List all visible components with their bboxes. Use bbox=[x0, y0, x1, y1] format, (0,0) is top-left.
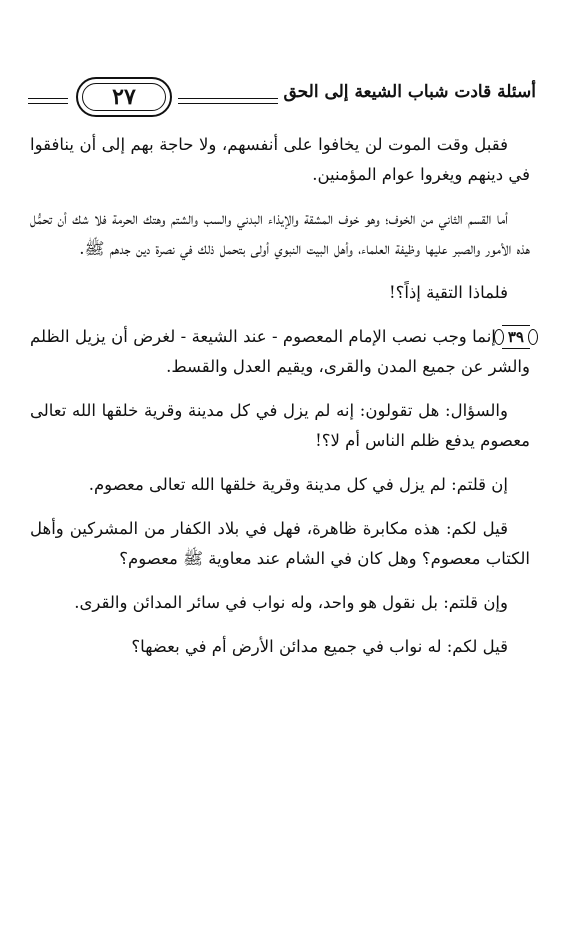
paragraph-text: أما القسم الثاني من الخوف؛ وهو خوف المشقة والإيذاء البدني والسب والشتم وهتك الحرمة فلا شك أن تحمُّل هذه الأمور والصبر عليها وظيفة العلماء، وأهل البيت النبوي أولى بتحمل ذلك في نصرة دين جدهم ﷺ. bbox=[30, 209, 530, 258]
body-text bbox=[30, 130, 530, 676]
paragraph bbox=[30, 632, 530, 662]
paragraph bbox=[30, 278, 530, 308]
running-title: أسئلة قادت شباب الشيعة إلى الحق bbox=[283, 82, 536, 102]
paragraph-text: والسؤال: هل تقولون: إنه لم يزل في كل مدينة وقرية خلقها الله تعالى معصوم يدفع ظلم الناس أم لا؟! bbox=[30, 401, 530, 450]
paragraph bbox=[30, 130, 530, 190]
paragraph-text: فلماذا التقية إذاً؟! bbox=[388, 283, 508, 302]
header-rule-left-thin bbox=[28, 103, 68, 104]
paragraph-text: إنما وجب نصب الإمام المعصوم - عند الشيعة - لغرض أن يزيل الظلم والشر عن جميع المدن والقرى، ويقيم العدل والقسط. bbox=[30, 327, 530, 376]
paragraph-text: وإن قلتم: بل نقول هو واحد، وله نواب في سائر المدائن والقرى. bbox=[74, 593, 508, 612]
paragraph bbox=[30, 204, 530, 264]
page-number: ٢٧ bbox=[112, 84, 136, 110]
header-rule-left bbox=[28, 98, 68, 99]
page-header bbox=[28, 68, 536, 116]
paragraph-text: فقبل وقت الموت لن يخافوا على أنفسهم، ولا حاجة بهم إلى أن ينافقوا في دينهم ويغروا عوام المؤمنين. bbox=[30, 135, 530, 184]
paragraph bbox=[30, 514, 530, 574]
question-paragraph bbox=[30, 322, 530, 382]
header-rule-middle-thin bbox=[178, 103, 278, 104]
paragraph bbox=[30, 588, 530, 618]
paragraph bbox=[30, 470, 530, 500]
header-rule-middle bbox=[178, 98, 278, 99]
paragraph-text: قيل لكم: له نواب في جميع مدائن الأرض أم في بعضها؟ bbox=[131, 637, 508, 656]
question-number-badge: ٣٩ bbox=[502, 325, 530, 349]
paragraph bbox=[30, 396, 530, 456]
paragraph-text: قيل لكم: هذه مكابرة ظاهرة، فهل في بلاد الكفار من المشركين وأهل الكتاب معصوم؟ وهل كان في الشام عند معاوية ﷺ معصوم؟ bbox=[30, 519, 530, 568]
paragraph-text: إن قلتم: لم يزل في كل مدينة وقرية خلقها الله تعالى معصوم. bbox=[88, 475, 508, 494]
page-number-badge bbox=[76, 77, 172, 117]
